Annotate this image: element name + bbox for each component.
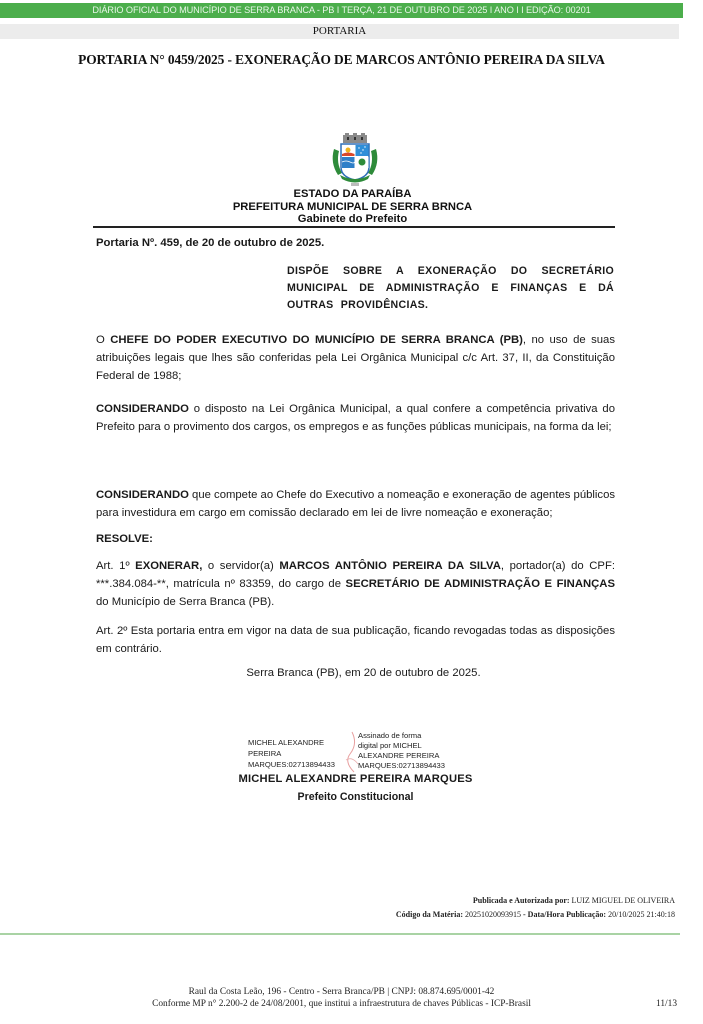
- text: , portador(a) do CPF: ***.384.084-**, matrícula nº 83359, do cargo de: [96, 560, 616, 590]
- letterhead-divider: [93, 226, 615, 228]
- footer-address: Raul da Costa Leão, 196 - Centro - Serra Branca/PB | CNPJ: 08.874.695/0001-42: [188, 987, 495, 997]
- text: , no uso de suas atribuições legais que lhes são conferidas pela Lei Orgânica Municipal c/c Art. 37, II, da Constituição Federal de 1988;: [96, 334, 615, 382]
- office-name: Gabinete do Prefeito: [297, 213, 408, 225]
- gazette-banner: DIÁRIO OFICIAL DO MUNICÍPIO DE SERRA BRANCA - PB I TERÇA, 21 DE OUTUBRO DE 2025 I ANO I I EDIÇÃO: 00201: [0, 3, 683, 18]
- article-1: [96, 558, 615, 611]
- considerando-paragraph-2: [96, 487, 615, 523]
- preamble-paragraph: [96, 332, 615, 385]
- considerando-paragraph-1: [96, 401, 615, 437]
- text: o servidor(a): [202, 560, 280, 572]
- publication-code-datetime: [75, 910, 675, 919]
- text: o disposto na Lei Orgânica Municipal, a qual confere a competência privativa do Prefeito para o provimento dos cargos, os empregos e as funções públicas municipais, na forma da lei;: [96, 403, 615, 433]
- value: 20251020093915: [463, 910, 523, 919]
- label: Publicada e Autorizada por:: [472, 896, 570, 905]
- text: digital por MICHEL: [358, 741, 422, 750]
- text: Art. 1º: [96, 560, 136, 572]
- footer-legal: Conforme MP n° 2.200-2 de 24/08/2001, que institui a infraestrutura de chaves Públicas - ICP-Brasil: [152, 999, 531, 1009]
- state-name: ESTADO DA PARAÍBA: [293, 188, 412, 200]
- portaria-number: Portaria Nº. 459, de 20 de outubro de 2025.: [96, 237, 325, 249]
- signatory-role: Prefeito Constitucional: [297, 791, 414, 803]
- place-and-date: Serra Branca (PB), em 20 de outubro de 2025.: [246, 667, 481, 679]
- label: Código da Matéria:: [395, 910, 463, 919]
- signature-stamp-right: [358, 731, 445, 771]
- coat-of-arms-icon: [328, 133, 382, 188]
- bold-text: SECRETÁRIO DE ADMINISTRAÇÃO E FINANÇAS: [345, 577, 615, 590]
- article-2: Art. 2º Esta portaria entra em vigor na data de sua publicação, ficando revogadas todas as disposições em contrário.: [96, 625, 615, 655]
- bold-text: CONSIDERANDO: [96, 403, 189, 415]
- text: do Município de Serra Branca (PB).: [96, 595, 275, 608]
- resolve-heading: RESOLVE:: [96, 533, 153, 545]
- page-title: PORTARIA N° 0459/2025 - EXONERAÇÃO DE MARCOS ANTÔNIO PEREIRA DA SILVA: [78, 52, 605, 67]
- text: ALEXANDRE PEREIRA: [358, 751, 440, 760]
- published-by: [75, 896, 675, 905]
- text: MARQUES:02713894433: [358, 761, 445, 770]
- value: 20/10/2025 21:40:18: [606, 910, 675, 919]
- text: MICHEL ALEXANDRE: [248, 738, 325, 747]
- text: MARQUES:02713894433: [248, 760, 335, 769]
- text: que compete ao Chefe do Executivo a nomeação e exoneração de agentes públicos para investidura em cargo em comissão declarado em lei de livre nomeação e exoneração;: [96, 489, 615, 519]
- text: O: [96, 334, 111, 346]
- letterhead: [90, 188, 615, 226]
- section-label: PORTARIA: [0, 24, 679, 39]
- bold-text: CONSIDERANDO: [96, 489, 189, 501]
- bold-text: CHEFE DO PODER EXECUTIVO DO MUNICÍPIO DE SERRA BRANCA (PB): [110, 334, 523, 346]
- signatory-name: MICHEL ALEXANDRE PEREIRA MARQUES: [238, 773, 473, 785]
- text: PEREIRA: [248, 749, 282, 758]
- page-number: 11/13: [656, 999, 678, 1009]
- value: LUIZ MIGUEL DE OLIVEIRA: [569, 896, 675, 905]
- ementa: DISPÕE SOBRE A EXONERAÇÃO DO SECRETÁRIO MUNICIPAL DE ADMINISTRAÇÃO E FINANÇAS E DÁ OUTRAS PROVIDÊNCIAS.: [287, 265, 614, 311]
- bold-text: EXONERAR,: [135, 560, 203, 572]
- footer-divider: [0, 933, 680, 935]
- bold-text: MARCOS ANTÔNIO PEREIRA DA SILVA: [279, 560, 501, 572]
- text: Assinado de forma: [358, 731, 422, 740]
- prefecture-name: PREFEITURA MUNICIPAL DE SERRA BRNCA: [232, 200, 473, 213]
- label: - Data/Hora Publicação:: [523, 910, 607, 919]
- signature-stamp-left: [248, 737, 335, 770]
